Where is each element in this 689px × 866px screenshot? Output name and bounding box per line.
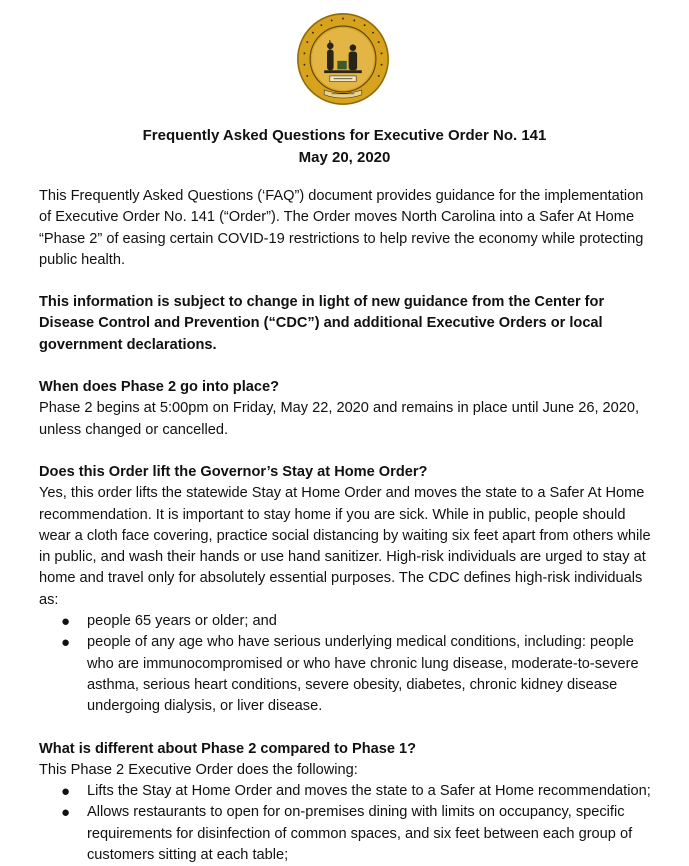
document-date: May 20, 2020 [298, 149, 391, 166]
list-item [39, 611, 651, 632]
list-item [39, 781, 651, 802]
bullet-icon: ● [61, 613, 71, 631]
question-heading: Does this Order lift the Governor’s Stay at Home Order? [39, 463, 428, 480]
bullet-icon: ● [61, 634, 71, 652]
list-item-text: Allows restaurants to open for on-premises dining with limits on occupancy, specific requirements for disinfection of common spaces, and six feet between each group of customers sitting at each table; [87, 804, 633, 864]
notice-paragraph: This information is subject to change in light of new guidance from the Center for Disease Control and Prevention (“CDC”) and additional Executive Orders or local government declarations. [39, 294, 605, 353]
answer-paragraph: Phase 2 begins at 5:00pm on Friday, May 22, 2020 and remains in place until June 26, 2020, unless changed or cancelled. [39, 400, 640, 438]
list-item-text: Lifts the Stay at Home Order and moves the state to a Safer at Home recommendation; [87, 783, 651, 800]
intro-paragraph: This Frequently Asked Questions (‘FAQ”) document provides guidance for the implementation of Executive Order No. 141 (“Order”). The Order moves North Carolina into a Safer At Home “Phase 2” of easing certain COVID-19 restrictions to help revive the economy while protecting public health. [39, 188, 644, 268]
question-heading: When does Phase 2 go into place? [39, 379, 280, 396]
list-item [39, 802, 651, 866]
answer-paragraph: Yes, this order lifts the statewide Stay at Home Order and moves the state to a Safer At Home recommendation. It is important to stay home if you are sick. While in public, people should wear a cloth face covering, practice social distancing by waiting six feet apart from others while in public, and wash their hands or use hand sanitizer. High-risk individuals are urged to stay at home and travel only for absolutely essential purposes. The CDC defines high-risk individuals as: [39, 485, 651, 608]
bullet-icon: ● [61, 804, 71, 822]
list-item-text: people 65 years or older; and [87, 613, 277, 630]
bullet-list [39, 781, 651, 866]
list-item [39, 632, 651, 717]
document-title: Frequently Asked Questions for Executive Order No. 141 [142, 127, 547, 144]
bullet-list [39, 611, 651, 717]
list-item-text: people of any age who have serious underlying medical conditions, including: people who are immunocompromised or who have chronic lung disease, moderate-to-severe asthma, serious heart conditions, severe obesity, diabetes, chronic kidney disease undergoing dialysis, or liver disease. [87, 634, 639, 715]
document-body [39, 186, 651, 866]
state-seal-logo [296, 12, 390, 106]
question-heading: What is different about Phase 2 compared to Phase 1? [39, 740, 417, 757]
bullet-icon: ● [61, 783, 71, 801]
answer-paragraph: This Phase 2 Executive Order does the following: [39, 761, 358, 778]
